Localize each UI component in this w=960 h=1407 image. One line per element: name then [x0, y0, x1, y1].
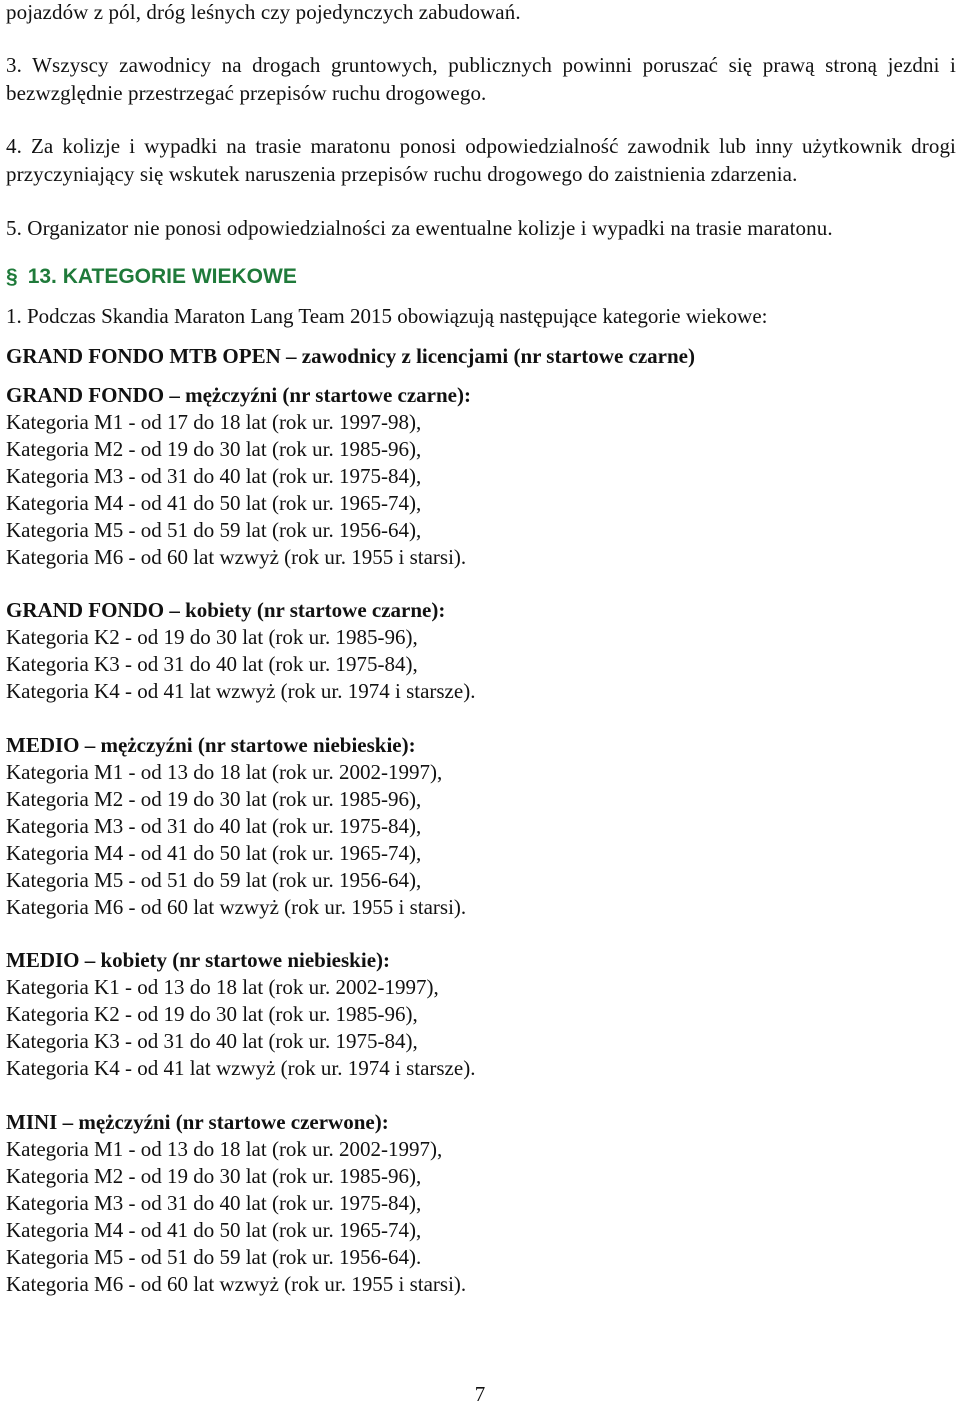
category-item: Kategoria M2 - od 19 do 30 lat (rok ur. 1985-96), — [6, 787, 422, 811]
category-item: Kategoria K1 - od 13 do 18 lat (rok ur. 2002-1997), — [6, 975, 439, 999]
category-item: Kategoria M2 - od 19 do 30 lat (rok ur. 1985-96), — [6, 1164, 422, 1188]
category-item: Kategoria K3 - od 31 do 40 lat (rok ur. 1975-84), — [6, 1029, 418, 1053]
category-item: Kategoria K4 - od 41 lat wzwyż (rok ur. 1974 i starsze). — [6, 1056, 476, 1080]
category-item: Kategoria M4 - od 41 do 50 lat (rok ur. 1965-74), — [6, 491, 422, 515]
category-item: Kategoria K2 - od 19 do 30 lat (rok ur. 1985-96), — [6, 1002, 418, 1026]
page-number: 7 — [474, 1382, 486, 1406]
group-heading-gf-women: GRAND FONDO – kobiety (nr startowe czarne): — [6, 598, 446, 622]
group-heading-mini-men: MINI – mężczyźni (nr startowe czerwone): — [6, 1110, 389, 1134]
category-item: Kategoria K3 - od 31 do 40 lat (rok ur. 1975-84), — [6, 652, 418, 676]
group-heading-gf-men: GRAND FONDO – mężczyźni (nr startowe czarne): — [6, 383, 471, 407]
group-heading-medio-women: MEDIO – kobiety (nr startowe niebieskie): — [6, 948, 390, 972]
category-item: Kategoria M4 - od 41 do 50 lat (rok ur. 1965-74), — [6, 1218, 422, 1242]
paragraph-4: 4. Za kolizje i wypadki na trasie maratonu ponosi odpowiedzialność zawodnik lub inny użytkownik drogi przyczyniający się wskutek naruszenia przepisów ruchu drogowego do zaistnienia zdarzenia. — [6, 134, 956, 186]
open-category-heading: GRAND FONDO MTB OPEN – zawodnicy z licencjami (nr startowe czarne) — [6, 344, 695, 368]
category-item: Kategoria M3 - od 31 do 40 lat (rok ur. 1975-84), — [6, 1191, 422, 1215]
category-item: Kategoria M1 - od 17 do 18 lat (rok ur. 1997-98), — [6, 410, 422, 434]
section-symbol: § — [6, 265, 18, 288]
category-item: Kategoria K4 - od 41 lat wzwyż (rok ur. 1974 i starsze). — [6, 679, 476, 703]
category-item: Kategoria K2 - od 19 do 30 lat (rok ur. 1985-96), — [6, 625, 418, 649]
section-title: 13. KATEGORIE WIEKOWE — [27, 265, 297, 288]
category-item: Kategoria M3 - od 31 do 40 lat (rok ur. 1975-84), — [6, 464, 422, 488]
category-item: Kategoria M6 - od 60 lat wzwyż (rok ur. 1955 i starsi). — [6, 895, 467, 919]
category-item: Kategoria M3 - od 31 do 40 lat (rok ur. 1975-84), — [6, 814, 422, 838]
section-intro: 1. Podczas Skandia Maraton Lang Team 2015 obowiązują następujące kategorie wiekowe: — [6, 304, 768, 328]
category-item: Kategoria M4 - od 41 do 50 lat (rok ur. 1965-74), — [6, 841, 422, 865]
intro-line: pojazdów z pól, dróg leśnych czy pojedynczych zabudowań. — [6, 0, 521, 24]
category-item: Kategoria M1 - od 13 do 18 lat (rok ur. 2002-1997), — [6, 1137, 443, 1161]
category-item: Kategoria M5 - od 51 do 59 lat (rok ur. 1956-64). — [6, 1245, 422, 1269]
category-item: Kategoria M6 - od 60 lat wzwyż (rok ur. 1955 i starsi). — [6, 545, 467, 569]
group-heading-medio-men: MEDIO – mężczyźni (nr startowe niebieskie): — [6, 733, 416, 757]
section-heading — [6, 263, 297, 291]
paragraph-3: 3. Wszyscy zawodnicy na drogach gruntowych, publicznych powinni poruszać się prawą stroną jezdni i bezwzględnie przestrzegać przepisów ruchu drogowego. — [6, 53, 956, 105]
paragraph-5: 5. Organizator nie ponosi odpowiedzialności za ewentualne kolizje i wypadki na trasie maratonu. — [6, 216, 833, 240]
category-item: Kategoria M1 - od 13 do 18 lat (rok ur. 2002-1997), — [6, 760, 443, 784]
category-item: Kategoria M5 - od 51 do 59 lat (rok ur. 1956-64), — [6, 518, 422, 542]
category-item: Kategoria M5 - od 51 do 59 lat (rok ur. 1956-64), — [6, 868, 422, 892]
category-item: Kategoria M2 - od 19 do 30 lat (rok ur. 1985-96), — [6, 437, 422, 461]
category-item: Kategoria M6 - od 60 lat wzwyż (rok ur. 1955 i starsi). — [6, 1272, 467, 1296]
